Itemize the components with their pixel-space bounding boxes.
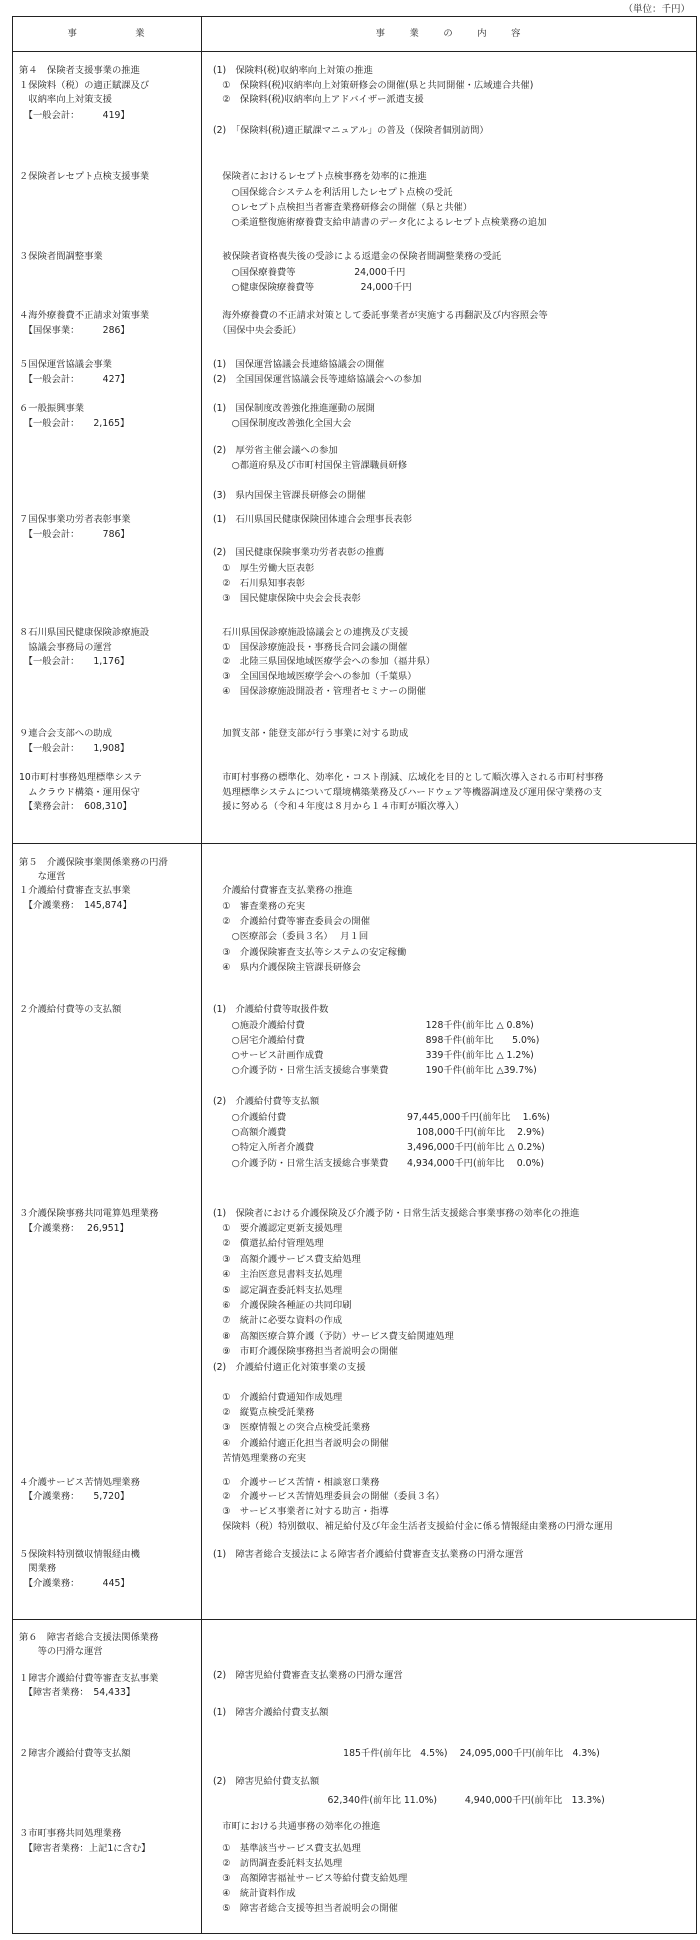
project-line: 【国保事業： 286】 bbox=[19, 325, 130, 336]
content-line: 保険者におけるレセプト点検事務を効率的に推進 bbox=[213, 171, 427, 182]
content-line: ○国保総合システムを利活用したレセプト点検の受託 bbox=[213, 187, 453, 198]
content-line: （国保中央会委託） bbox=[213, 325, 302, 336]
content-line: ① 保険料(税)収納率向上対策研修会の開催(県と共同開催・広域連合共催) bbox=[213, 80, 534, 91]
project-line: 10市町村事務処理標準システ bbox=[19, 772, 142, 783]
column-divider bbox=[201, 17, 202, 1933]
unit-label: （単位：千円） bbox=[623, 4, 690, 15]
content-line: 市町村事務の標準化、効率化・コスト削減、広域化を目的として順次導入される市町村事務 bbox=[213, 772, 604, 783]
project-line: ムクラウド構築・運用保守 bbox=[19, 787, 140, 798]
content-line: ④ 県内介護保険主管課長研修会 bbox=[213, 962, 361, 973]
project-line: 【一般会計： 1,908】 bbox=[19, 743, 130, 754]
content-line: (2) 障害児給付費支払額 bbox=[213, 1776, 320, 1787]
project-line: １障害介護給付費等審査支払事業 bbox=[19, 1673, 159, 1684]
content-line: (1) 保険料(税)収納率向上対策の推進 bbox=[213, 65, 373, 76]
project-line: ８石川県国民健康保険診療施設 bbox=[19, 627, 150, 638]
content-line: ○特定入所者介護費 3,496,000千円(前年比 △ 0.2%) bbox=[213, 1142, 545, 1153]
content-line: ④ 介護給付適正化担当者説明会の開催 bbox=[213, 1438, 389, 1449]
content-line: ○高額介護費 108,000千円(前年比 2.9%) bbox=[213, 1127, 545, 1138]
project-line: ６一般振興事業 bbox=[19, 403, 85, 414]
project-line: ５国保運営協議会事業 bbox=[19, 359, 112, 370]
content-line: (1) 国保運営協議会長連絡協議会の開催 bbox=[213, 359, 385, 370]
project-line: 【業務会計： 608,310】 bbox=[19, 801, 132, 812]
content-line: ⑨ 市町介護保険事務担当者説明会の開催 bbox=[213, 1346, 398, 1357]
content-line: ② 介護サービス苦情処理委員会の開催（委員３名） bbox=[213, 1491, 445, 1502]
project-line: 等の円滑な運営 bbox=[19, 1646, 103, 1657]
project-line: 第４ 保険者支援事業の推進 bbox=[19, 65, 140, 76]
content-line: ④ 統計資料作成 bbox=[213, 1888, 296, 1899]
content-line: ○介護予防・日常生活支援総合事業費 190千件(前年比 △39.7%) bbox=[213, 1065, 537, 1076]
project-line: な運営 bbox=[19, 871, 66, 882]
content-line: 市町における共通事務の効率化の推進 bbox=[213, 1821, 381, 1832]
project-line: 協議会事務局の運営 bbox=[19, 642, 112, 653]
project-line: １保険料（税）の適正賦課及び bbox=[19, 80, 150, 91]
content-line: (2) 厚労省主催会議への参加 bbox=[213, 445, 338, 456]
content-line: ○介護給付費 97,445,000千円(前年比 1.6%) bbox=[213, 1112, 550, 1123]
content-line: ③ 高額介護サービス費支給処理 bbox=[213, 1254, 361, 1265]
content-line: (2) 国民健康保険事業功労者表彰の推薦 bbox=[213, 547, 385, 558]
content-line: 苦情処理業務の充実 bbox=[213, 1453, 306, 1464]
content-line: 介護給付費審査支払業務の推進 bbox=[213, 885, 353, 896]
content-line: ○医療部会（委員３名） 月１回 bbox=[213, 931, 369, 942]
project-line: 【介護業務： 5,720】 bbox=[19, 1491, 130, 1502]
content-line: ⑧ 高額医療合算介護（予防）サービス費支給関連処理 bbox=[213, 1331, 454, 1342]
content-line: ○都道府県及び市町村国保主管課職員研修 bbox=[213, 460, 408, 471]
content-line: ② 北陸三県国保地域医療学会への参加（福井県） bbox=[213, 656, 436, 667]
project-line: 【介護業務： 145,874】 bbox=[19, 900, 132, 911]
project-line: ３介護保険事務共同電算処理業務 bbox=[19, 1208, 159, 1219]
project-line: 関業務 bbox=[19, 1563, 57, 1574]
section-divider-5 bbox=[13, 843, 696, 844]
content-line: (1) 保険者における介護保険及び介護予防・日常生活支援総合事業事務の効率化の推進 bbox=[213, 1208, 580, 1219]
content-line: (1) 介護給付費等取扱件数 bbox=[213, 1004, 329, 1015]
project-line: ４介護サービス苦情処理業務 bbox=[19, 1477, 140, 1488]
project-line: 【一般会計： 419】 bbox=[19, 110, 130, 121]
project-line: ４海外療養費不正請求対策事業 bbox=[19, 310, 150, 321]
content-line: ○施設介護給付費 128千件(前年比 △ 0.8%) bbox=[213, 1020, 534, 1031]
project-line: 第６ 障害者総合支援法関係業務 bbox=[19, 1632, 159, 1643]
content-line: ① 要介護認定更新支援処理 bbox=[213, 1223, 343, 1234]
content-line: ○健康保険療養費等 24,000千円 bbox=[213, 282, 412, 293]
content-line: (3) 県内国保主管課長研修会の開催 bbox=[213, 490, 366, 501]
header-content: 事 業 の 内 容 bbox=[375, 28, 523, 39]
content-line: ① 国保診療施設長・事務長合同会議の開催 bbox=[213, 642, 408, 653]
content-line: 援に努める（令和４年度は８月から１４市町が順次導入） bbox=[213, 801, 465, 812]
section-divider-6 bbox=[13, 1619, 696, 1620]
content-line: 保険料（税）特別徴収、補足給付及び年金生活者支援給付金に係る情報経由業務の円滑な運用 bbox=[213, 1521, 613, 1532]
project-line: 【一般会計： 2,165】 bbox=[19, 418, 130, 429]
project-line: 【介護業務： 26,951】 bbox=[19, 1223, 129, 1234]
content-line: 62,340件(前年比 11.0%) 4,940,000千円(前年比 13.3%) bbox=[213, 1795, 605, 1806]
content-line: ○介護予防・日常生活支援総合事業費 4,934,000千円(前年比 0.0%) bbox=[213, 1158, 544, 1169]
project-line: ９連合会支部への助成 bbox=[19, 728, 112, 739]
project-line: 【一般会計： 786】 bbox=[19, 529, 130, 540]
content-line: ④ 国保診療施設開設者・管理者セミナーの開催 bbox=[213, 686, 426, 697]
project-line: 【障害者業務：上記1に含む】 bbox=[19, 1843, 151, 1854]
content-line: ③ 全国国保地域医療学会への参加（千葉県） bbox=[213, 671, 417, 682]
project-line: ３保険者間調整事業 bbox=[19, 251, 103, 262]
content-line: ① 基準該当サービス費支払処理 bbox=[213, 1843, 361, 1854]
content-line: ⑦ 統計に必要な資料の作成 bbox=[213, 1315, 343, 1326]
content-line: ○居宅介護給付費 898千件(前年比 5.0%) bbox=[213, 1035, 540, 1046]
content-line: 被保険者資格喪失後の受診による返還金の保険者間調整業務の受託 bbox=[213, 251, 502, 262]
content-line: ⑤ 認定調査委託料支払処理 bbox=[213, 1285, 343, 1296]
project-line: 【介護業務： 445】 bbox=[19, 1578, 130, 1589]
project-line: ２介護給付費等の支払額 bbox=[19, 1004, 122, 1015]
content-line: ② 保険料(税)収納率向上アドバイザー派遣支援 bbox=[213, 94, 424, 105]
content-line: (2) 介護給付費等支払額 bbox=[213, 1096, 320, 1107]
project-line: ２保険者レセプト点検支援事業 bbox=[19, 171, 150, 182]
content-line: (2) 障害児給付費審査支払業務の円滑な運営 bbox=[213, 1670, 403, 1681]
project-line: ７国保事業功労者表彰事業 bbox=[19, 514, 131, 525]
content-line: (1) 障害介護給付費支払額 bbox=[213, 1707, 329, 1718]
project-line: ５保険料特別徴収情報経由機 bbox=[19, 1549, 140, 1560]
table-header bbox=[13, 17, 696, 52]
content-line: ① 厚生労働大臣表彰 bbox=[213, 563, 315, 574]
content-line: 石川県国保診療施設協議会との連携及び支援 bbox=[213, 627, 409, 638]
content-line: (2) 全国国保運営協議会長等連絡協議会への参加 bbox=[213, 374, 422, 385]
content-line: (1) 国保制度改善強化推進運動の展開 bbox=[213, 403, 375, 414]
content-line: ③ サービス事業者に対する助言・指導 bbox=[213, 1506, 389, 1517]
content-line: ② 石川県知事表彰 bbox=[213, 578, 306, 589]
content-line: 加賀支部・能登支部が行う事業に対する助成 bbox=[213, 728, 409, 739]
content-line: ③ 高額障害福祉サービス等給付費支給処理 bbox=[213, 1873, 408, 1884]
content-line: ② 償還払給付管理処理 bbox=[213, 1238, 324, 1249]
content-line: ○国保制度改善強化全国大会 bbox=[213, 418, 352, 429]
content-line: 185千件(前年比 4.5%) 24,095,000千円(前年比 4.3%) bbox=[213, 1748, 600, 1759]
project-line: ２障害介護給付費等支払額 bbox=[19, 1748, 131, 1759]
content-line: 処理標準システムについて環境構築業務及びハードウェア等機器調達及び運用保守業務の支 bbox=[213, 787, 602, 798]
project-line: 【障害者業務： 54,433】 bbox=[19, 1687, 136, 1698]
project-table bbox=[12, 16, 697, 1934]
content-line: ③ 国民健康保険中央会会長表彰 bbox=[213, 593, 361, 604]
content-line: (2) 介護給付適正化対策事業の支援 bbox=[213, 1362, 366, 1373]
content-line: ② 介護給付費等審査委員会の開催 bbox=[213, 916, 371, 927]
content-line: ④ 主治医意見書料支払処理 bbox=[213, 1269, 343, 1280]
content-line: (1) 石川県国民健康保険団体連合会理事長表彰 bbox=[213, 514, 413, 525]
project-line: ３市町事務共同処理業務 bbox=[19, 1828, 122, 1839]
content-line: ① 審査業務の充実 bbox=[213, 901, 306, 912]
content-line: 海外療養費の不正請求対策として委託事業者が実施する再翻訳及び内容照会等 bbox=[213, 310, 548, 321]
content-line: ① 介護給付費通知作成処理 bbox=[213, 1392, 343, 1403]
project-line: 【一般会計： 1,176】 bbox=[19, 656, 130, 667]
content-line: ① 介護サービス苦情・相談窓口業務 bbox=[213, 1477, 380, 1488]
content-line: ○国保療養費等 24,000千円 bbox=[213, 267, 406, 278]
header-project: 事 業 bbox=[67, 28, 147, 39]
content-line: ③ 医療情報との突合点検受託業務 bbox=[213, 1422, 371, 1433]
project-line: 【一般会計： 427】 bbox=[19, 374, 130, 385]
content-line: ○レセプト点検担当者審査業務研修会の開催（県と共催） bbox=[213, 202, 473, 213]
content-line: ⑥ 介護保険各種証の共同印刷 bbox=[213, 1300, 352, 1311]
content-line: ○サービス計画作成費 339千件(前年比 △ 1.2%) bbox=[213, 1050, 534, 1061]
project-line: 第５ 介護保険事業関係業務の円滑 bbox=[19, 857, 168, 868]
content-line: (2) 「保険料(税)適正賦課マニュアル」の普及（保険者個別訪問） bbox=[213, 125, 489, 136]
content-line: (1) 障害者総合支援法による障害者介護給付費審査支払業務の円滑な運営 bbox=[213, 1549, 524, 1560]
content-line: ② 訪問調査委託料支払処理 bbox=[213, 1858, 343, 1869]
content-line: ○柔道整復施術療養費支給申請書のデータ化によるレセプト点検業務の追加 bbox=[213, 217, 547, 228]
project-line: 収納率向上対策支援 bbox=[19, 94, 112, 105]
project-line: １介護給付費審査支払事業 bbox=[19, 885, 131, 896]
content-line: ③ 介護保険審査支払等システムの安定稼働 bbox=[213, 947, 407, 958]
content-line: ② 縦覧点検受託業務 bbox=[213, 1407, 315, 1418]
content-line: ⑤ 障害者総合支援等担当者説明会の開催 bbox=[213, 1903, 398, 1914]
